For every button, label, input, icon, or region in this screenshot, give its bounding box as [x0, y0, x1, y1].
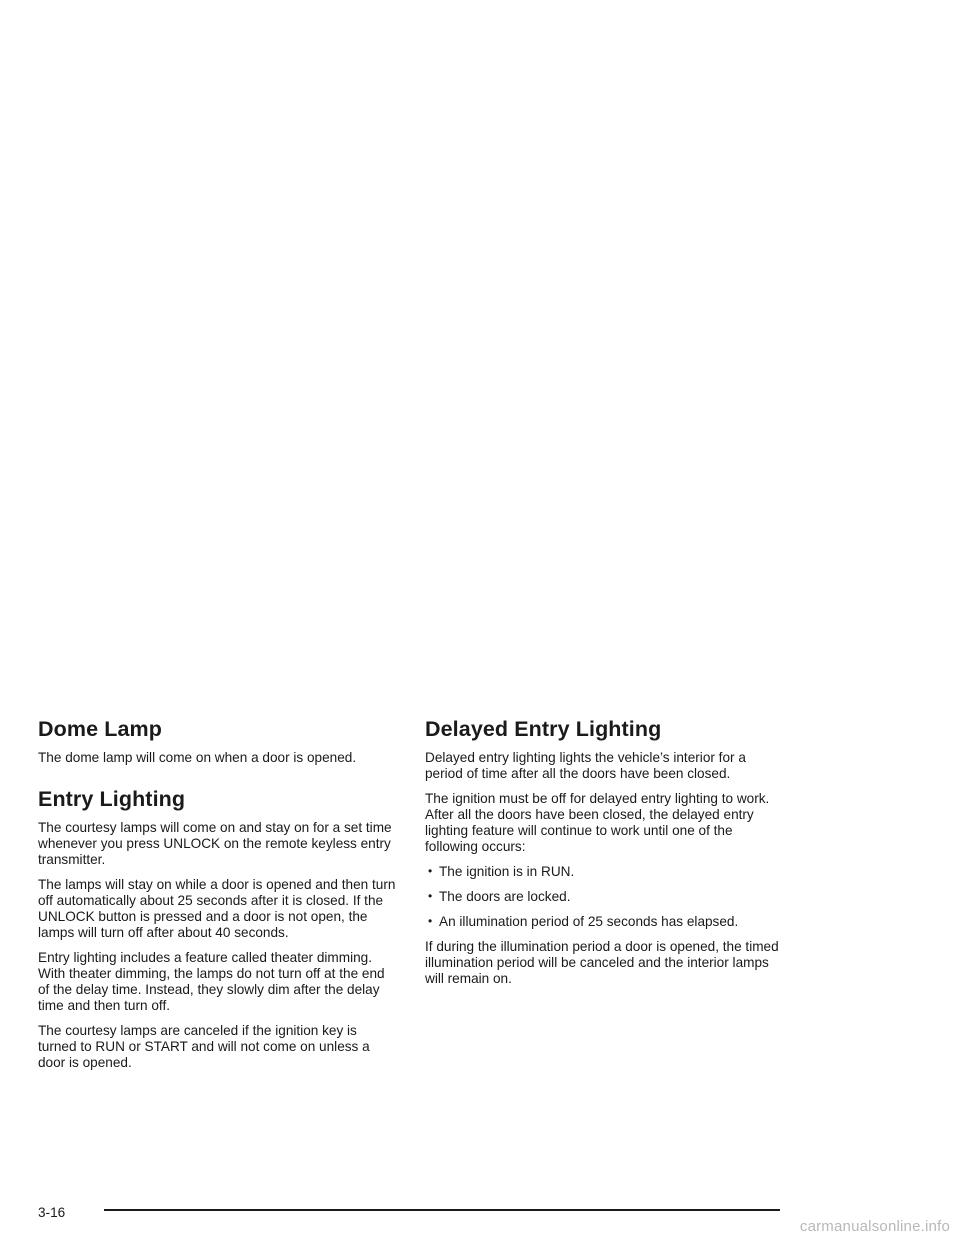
entry-lighting-paragraph-4: The courtesy lamps are canceled if the ignition key is turned to RUN or START and will not come on unless a door is opened.	[38, 1023, 370, 1070]
footer-divider	[104, 1209, 780, 1211]
bullet-icon: •	[428, 864, 433, 878]
list-item-text: The ignition is in RUN.	[439, 864, 575, 879]
dome-lamp-heading: Dome Lamp	[38, 717, 162, 741]
list-item-text: An illumination period of 25 seconds has elapsed.	[439, 914, 739, 929]
right-column	[425, 716, 785, 996]
dome-lamp-paragraph: The dome lamp will come on when a door is opened.	[38, 750, 357, 765]
delayed-entry-intro: Delayed entry lighting lights the vehicle’s interior for a period of time after all the doors have been closed.	[425, 750, 746, 781]
entry-lighting-paragraph-2: The lamps will stay on while a door is opened and then turn off automatically about 25 seconds after it is closed. If the UNLOCK button is pressed and a door is not open, the lamps will turn off after about 40 seconds.	[38, 877, 396, 940]
watermark-text: carmanualsonline.info	[799, 1218, 950, 1235]
list-item	[425, 889, 785, 905]
delayed-entry-lighting-heading: Delayed Entry Lighting	[425, 717, 662, 741]
entry-lighting-paragraph-3: Entry lighting includes a feature called theater dimming. With theater dimming, the lamps do not turn off at the end of the delay time. Instead, they slowly dim after the delay time and then turn off.	[38, 950, 385, 1013]
entry-lighting-paragraph-1: The courtesy lamps will come on and stay on for a set time whenever you press UNLOCK on the remote keyless entry transmitter.	[38, 820, 392, 867]
entry-lighting-heading: Entry Lighting	[38, 787, 186, 811]
left-column	[38, 716, 398, 1080]
bullet-icon: •	[428, 914, 433, 928]
delayed-entry-bullet-list	[425, 864, 785, 930]
delayed-entry-closing: If during the illumination period a door is opened, the timed illumination period will be canceled and the interior lamps will remain on.	[425, 939, 779, 986]
delayed-entry-condition: The ignition must be off for delayed entry lighting to work. After all the doors have been closed, the delayed entry lighting feature will continue to work until one of the following occurs:	[425, 791, 770, 854]
list-item	[425, 864, 785, 880]
list-item-text: The doors are locked.	[439, 889, 571, 904]
bullet-icon: •	[428, 889, 433, 903]
list-item	[425, 914, 785, 930]
page-number: 3-16	[38, 1205, 66, 1220]
